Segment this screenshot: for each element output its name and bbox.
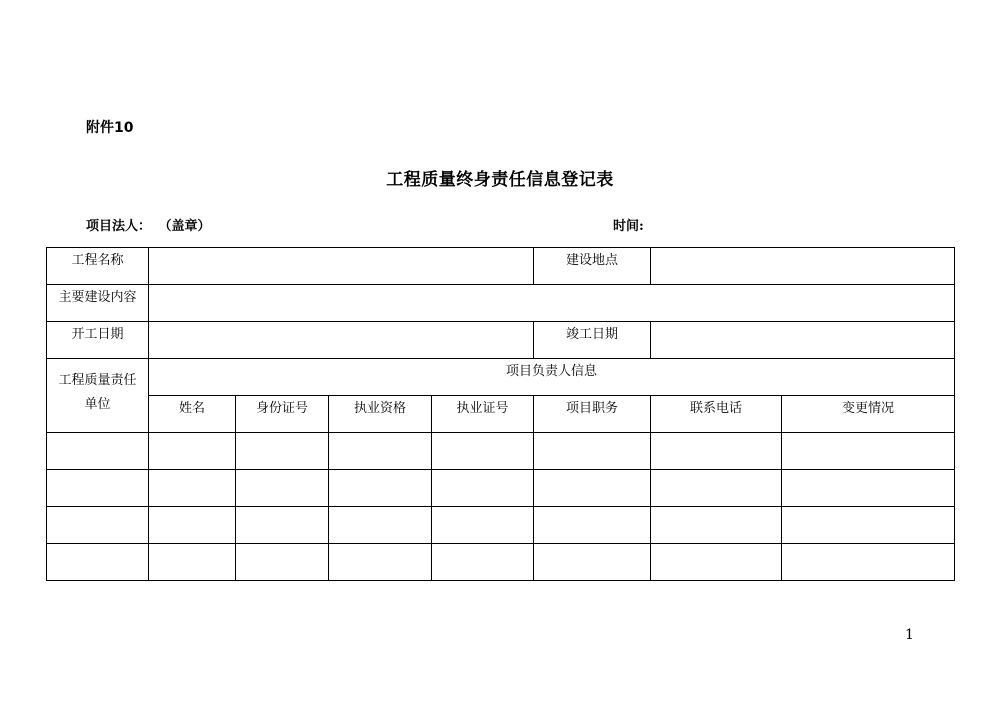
column-header-phone: 联系电话 bbox=[651, 396, 782, 433]
document-title: 工程质量终身责任信息登记表 bbox=[386, 170, 614, 190]
page-number: 1 bbox=[905, 627, 914, 643]
column-header-position: 项目职务 bbox=[534, 396, 651, 433]
table-cell[interactable] bbox=[149, 544, 236, 581]
table-cell[interactable] bbox=[47, 544, 149, 581]
table-row bbox=[47, 433, 955, 470]
table-row-dates bbox=[47, 322, 955, 359]
table-cell[interactable] bbox=[651, 470, 782, 507]
table-cell[interactable] bbox=[236, 433, 329, 470]
column-header-name: 姓名 bbox=[149, 396, 236, 433]
column-header-id-number: 身份证号 bbox=[236, 396, 329, 433]
table-row-project bbox=[47, 248, 955, 285]
main-content-field[interactable] bbox=[149, 285, 955, 322]
table-cell[interactable] bbox=[149, 507, 236, 544]
table-cell[interactable] bbox=[782, 544, 955, 581]
responsible-unit-label-line-1: 工程质量责任 bbox=[58, 372, 137, 388]
table-cell[interactable] bbox=[432, 470, 534, 507]
time-label: 时间: bbox=[613, 219, 644, 234]
main-content-label: 主要建设内容 bbox=[47, 285, 149, 322]
table-cell[interactable] bbox=[47, 470, 149, 507]
table-cell[interactable] bbox=[236, 470, 329, 507]
table-row-column-headers bbox=[47, 396, 955, 433]
table-cell[interactable] bbox=[651, 433, 782, 470]
table-cell[interactable] bbox=[236, 507, 329, 544]
table-row bbox=[47, 507, 955, 544]
table-cell[interactable] bbox=[534, 470, 651, 507]
legal-person-line bbox=[86, 215, 211, 234]
attachment-label: 附件10 bbox=[86, 120, 134, 136]
table-cell[interactable] bbox=[651, 507, 782, 544]
registration-table bbox=[46, 247, 955, 581]
location-label: 建设地点 bbox=[534, 248, 651, 285]
responsible-info-label: 项目负责人信息 bbox=[149, 359, 955, 396]
start-date-field[interactable] bbox=[149, 322, 534, 359]
table-row bbox=[47, 544, 955, 581]
table-cell[interactable] bbox=[534, 433, 651, 470]
table-cell[interactable] bbox=[782, 507, 955, 544]
project-name-field[interactable] bbox=[149, 248, 534, 285]
table-cell[interactable] bbox=[432, 507, 534, 544]
responsible-unit-label bbox=[47, 359, 149, 433]
column-header-qualification: 执业资格 bbox=[329, 396, 432, 433]
completion-date-label: 竣工日期 bbox=[534, 322, 651, 359]
table-row bbox=[47, 470, 955, 507]
table-cell[interactable] bbox=[432, 433, 534, 470]
column-header-license-number: 执业证号 bbox=[432, 396, 534, 433]
table-cell[interactable] bbox=[236, 544, 329, 581]
table-cell[interactable] bbox=[149, 433, 236, 470]
legal-person-label: 项目法人： bbox=[86, 219, 152, 234]
start-date-label: 开工日期 bbox=[47, 322, 149, 359]
table-cell[interactable] bbox=[534, 507, 651, 544]
table-cell[interactable] bbox=[47, 507, 149, 544]
table-cell[interactable] bbox=[329, 544, 432, 581]
stamp-label: （盖章） bbox=[165, 219, 211, 234]
table-cell[interactable] bbox=[47, 433, 149, 470]
table-row-responsible-header bbox=[47, 359, 955, 396]
table-cell[interactable] bbox=[432, 544, 534, 581]
project-name-label: 工程名称 bbox=[47, 248, 149, 285]
table-cell[interactable] bbox=[651, 544, 782, 581]
table-cell[interactable] bbox=[782, 433, 955, 470]
completion-date-field[interactable] bbox=[651, 322, 955, 359]
location-field[interactable] bbox=[651, 248, 955, 285]
table-row-content bbox=[47, 285, 955, 322]
table-cell[interactable] bbox=[329, 507, 432, 544]
responsible-unit-label-line-2: 单位 bbox=[84, 396, 111, 412]
column-header-changes: 变更情况 bbox=[782, 396, 955, 433]
table-cell[interactable] bbox=[329, 433, 432, 470]
table-cell[interactable] bbox=[534, 544, 651, 581]
table-cell[interactable] bbox=[329, 470, 432, 507]
table-cell[interactable] bbox=[149, 470, 236, 507]
table-cell[interactable] bbox=[782, 470, 955, 507]
